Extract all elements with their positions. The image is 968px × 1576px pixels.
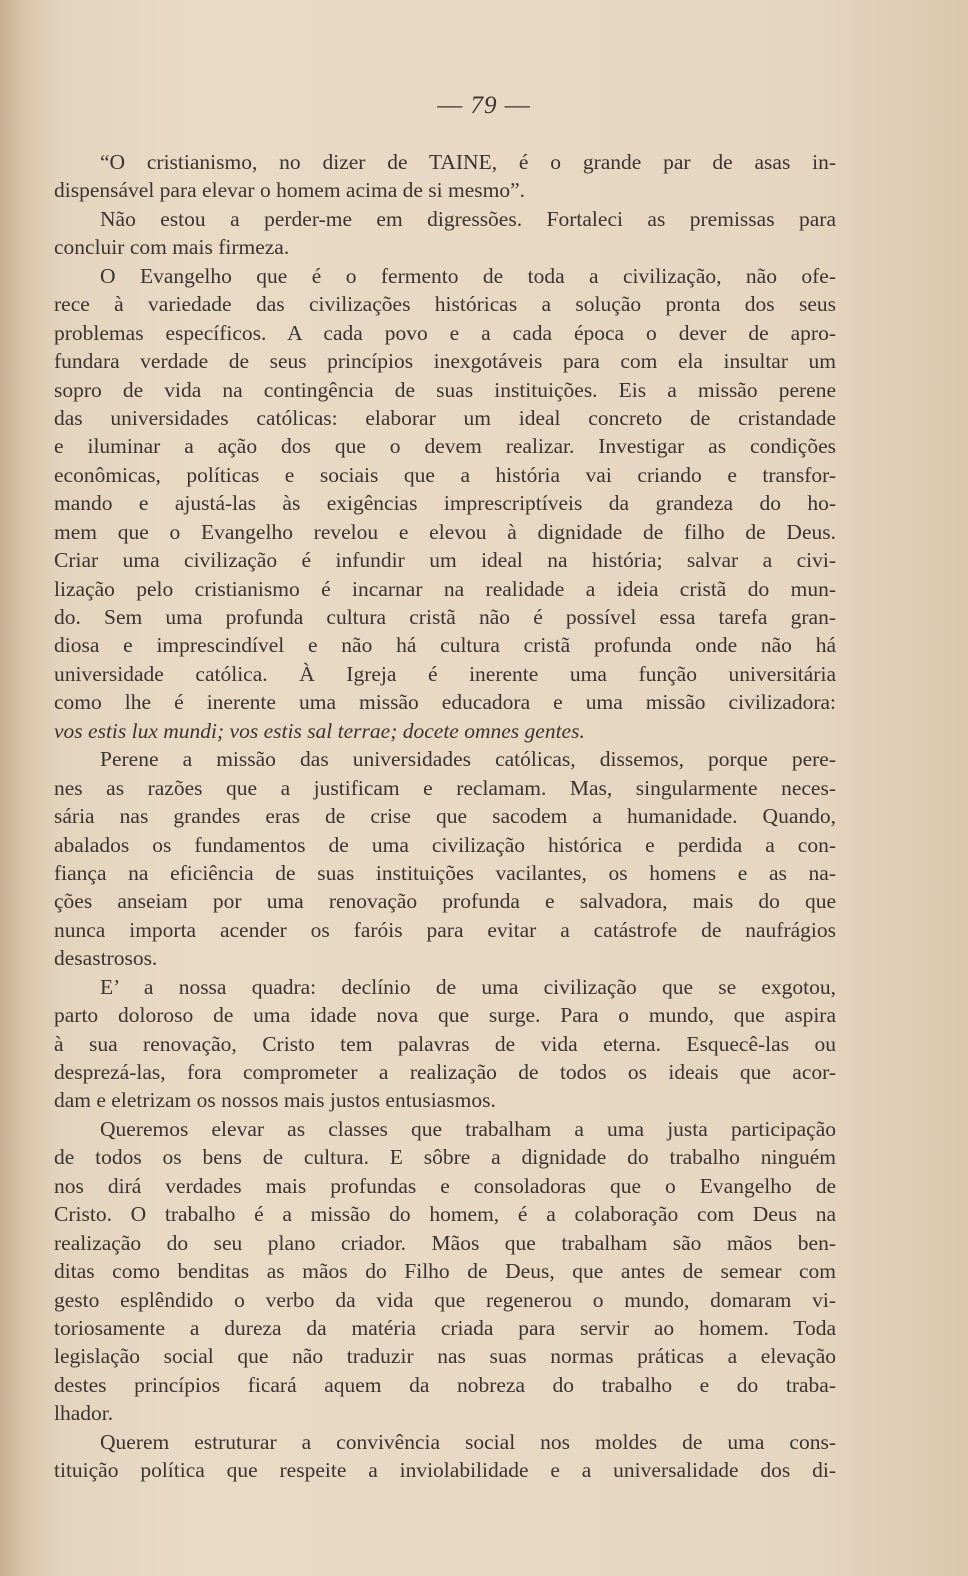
text-line: rece à variedade das civilizações históricas a solução pronta dos seus (54, 292, 836, 317)
page-number-dash-right: — (497, 92, 531, 119)
text-line: vos estis lux mundi; vos estis sal terrae; docete omnes gentes. (54, 718, 585, 743)
text-line: sária nas grandes eras de crise que sacodem a humanidade. Quando, (54, 804, 836, 829)
text-line: parto doloroso de uma idade nova que surge. Para o mundo, que aspira (54, 1003, 836, 1028)
text-line: Não estou a perder-me em digressões. Fortaleci as premissas para (100, 206, 836, 231)
body-text (54, 148, 836, 1485)
text-line: Cristo. O trabalho é a missão do homem, é a colaboração com Deus na (54, 1202, 836, 1227)
text-line: desastrosos. (54, 946, 158, 971)
text-line: desprezá-las, fora comprometer a realização de todos os ideais que acor- (54, 1060, 836, 1084)
text-line: O Evangelho que é o fermento de toda a civilização, não ofe- (100, 263, 836, 288)
page-number-value: 79 (470, 92, 498, 119)
text-line: tituição política que respeite a inviolabilidade e a universalidade dos di- (54, 1458, 836, 1483)
text-line: fundara verdade de seus princípios inexgotáveis para com ela insultar um (54, 349, 836, 374)
text-line: universidade católica. À Igreja é inerente uma função universitária (54, 661, 836, 686)
text-line: nes as razões que a justificam e reclamam. Mas, singularmente neces- (54, 775, 836, 800)
text-line: de todos os bens de cultura. E sôbre a dignidade do trabalho ninguém (54, 1145, 836, 1170)
text-line: mem que o Evangelho revelou e elevou à dignidade de filho de Deus. (54, 519, 836, 544)
text-line: dispensável para elevar o homem acima de si mesmo”. (54, 178, 526, 203)
text-line: concluir com mais firmeza. (54, 235, 290, 260)
text-line: como lhe é inerente uma missão educadora e uma missão civilizadora: (54, 690, 836, 715)
text-line: gesto esplêndido o verbo da vida que regenerou o mundo, domaram vi- (54, 1287, 836, 1312)
text-line: Perene a missão das universidades católicas, dissemos, porque pere- (100, 747, 836, 772)
text-line: toriosamente a dureza da matéria criada para servir ao homem. Toda (54, 1315, 836, 1340)
text-line: Queremos elevar as classes que trabalham a uma justa participação (100, 1116, 836, 1141)
page-number (0, 92, 968, 120)
text-line: ditas como benditas as mãos do Filho de Deus, que antes de semear com (54, 1259, 836, 1284)
text-line: lhador. (54, 1401, 114, 1426)
text-line: Querem estruturar a convivência social nos moldes de uma cons- (100, 1429, 836, 1454)
text-line: ções anseiam por uma renovação profunda e salvadora, mais do que (54, 889, 836, 914)
text-line: à sua renovação, Cristo tem palavras de vida eterna. Esquecê-las ou (54, 1031, 836, 1056)
text-line: e iluminar a ação dos que o devem realizar. Investigar as condições (54, 434, 836, 459)
text-line: lização pelo cristianismo é incarnar na realidade a ideia cristã do mun- (54, 576, 836, 601)
text-line: mando e ajustá-las às exigências imprescriptíveis da grandeza do ho- (54, 491, 836, 516)
text-line: dam e eletrizam os nossos mais justos entusiasmos. (54, 1088, 496, 1113)
text-line: abalados os fundamentos de uma civilização histórica e perdida a con- (54, 832, 836, 857)
text-line: das universidades católicas: elaborar um ideal concreto de cristandade (54, 405, 836, 430)
text-line: nunca importa acender os faróis para evitar a catástrofe de naufrágios (54, 917, 836, 942)
page-number-dash-left: — (437, 92, 471, 119)
text-line: do. Sem uma profunda cultura cristã não é possível essa tarefa gran- (54, 605, 836, 629)
text-line: destes princípios ficará aquem da nobreza do trabalho e do traba- (54, 1372, 836, 1397)
text-line: “O cristianismo, no dizer de TAINE, é o grande par de asas in- (100, 150, 836, 174)
text-line: realização do seu plano criador. Mãos que trabalham são mãos ben- (54, 1230, 836, 1255)
text-line: legislação social que não traduzir nas suas normas práticas a elevação (54, 1344, 836, 1369)
text-line: Criar uma civilização é infundir um ideal na história; salvar a civi- (54, 548, 836, 573)
text-line: diosa e imprescindível e não há cultura cristã profunda onde não há (54, 633, 836, 658)
text-line: sopro de vida na contingência de suas instituições. Eis a missão perene (54, 377, 836, 402)
text-line: econômicas, políticas e sociais que a história vai criando e transfor- (54, 462, 836, 487)
text-line: fiança na eficiência de suas instituições vacilantes, os homens e as na- (54, 860, 836, 885)
text-line: E’ a nossa quadra: declínio de uma civilização que se exgotou, (100, 974, 836, 999)
text-line: problemas específicos. A cada povo e a cada época o dever de apro- (54, 320, 836, 345)
text-line: nos dirá verdades mais profundas e consoladoras que o Evangelho de (54, 1173, 836, 1198)
